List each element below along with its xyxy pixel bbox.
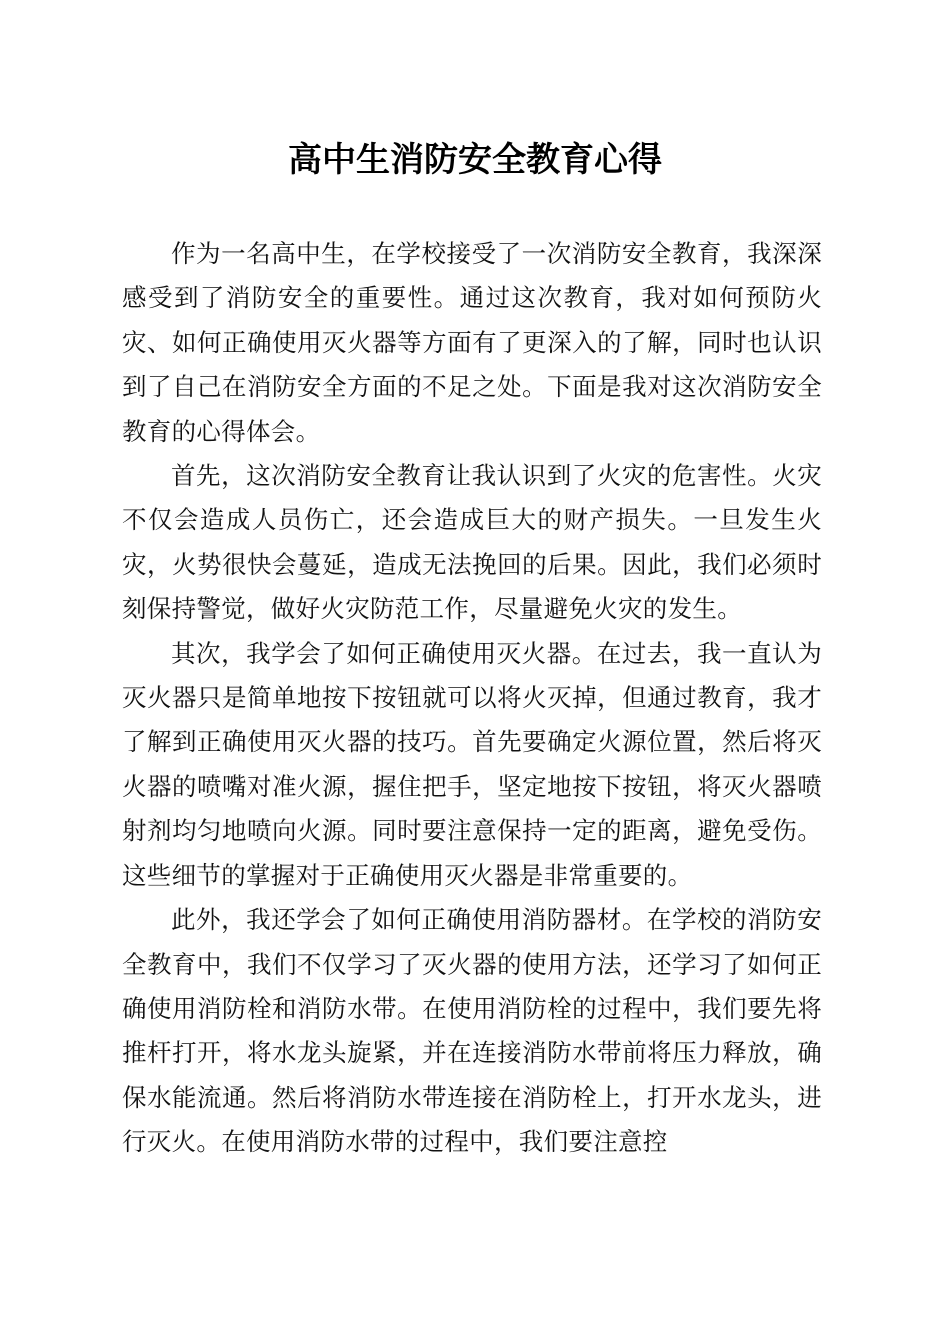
document-title: 高中生消防安全教育心得 xyxy=(288,140,662,180)
document-body xyxy=(122,232,822,1165)
paragraph-3: 其次，我学会了如何正确使用灭火器。在过去，我一直认为灭火器只是简单地按下按钮就可以将火灭掉，但通过教育，我才了解到正确使用灭火器的技巧。首先要确定火源位置，然后将灭火器的喷嘴对准火源，握住把手，坚定地按下按钮，将灭火器喷射剂均匀地喷向火源。同时要注意保持一定的距离，避免受伤。这些细节的掌握对于正确使用灭火器是非常重要的。 xyxy=(122,638,822,890)
paragraph-1: 作为一名高中生，在学校接受了一次消防安全教育，我深深感受到了消防安全的重要性。通过这次教育，我对如何预防火灾、如何正确使用灭火器等方面有了更深入的了解，同时也认识到了自己在消防安全方面的不足之处。下面是我对这次消防安全教育的心得体会。 xyxy=(122,239,822,446)
paragraph-2: 首先，这次消防安全教育让我认识到了火灾的危害性。火灾不仅会造成人员伤亡，还会造成巨大的财产损失。一旦发生火灾，火势很快会蔓延，造成无法挽回的后果。因此，我们必须时刻保持警觉，做好火灾防范工作，尽量避免火灾的发生。 xyxy=(122,461,822,624)
paragraph-4: 此外，我还学会了如何正确使用消防器材。在学校的消防安全教育中，我们不仅学习了灭火器的使用方法，还学习了如何正确使用消防栓和消防水带。在使用消防栓的过程中，我们要先将推杆打开，将水龙头旋紧，并在连接消防水带前将压力释放，确保水能流通。然后将消防水带连接在消防栓上，打开水龙头，进行灭火。在使用消防水带的过程中，我们要注意控 xyxy=(122,905,822,1157)
